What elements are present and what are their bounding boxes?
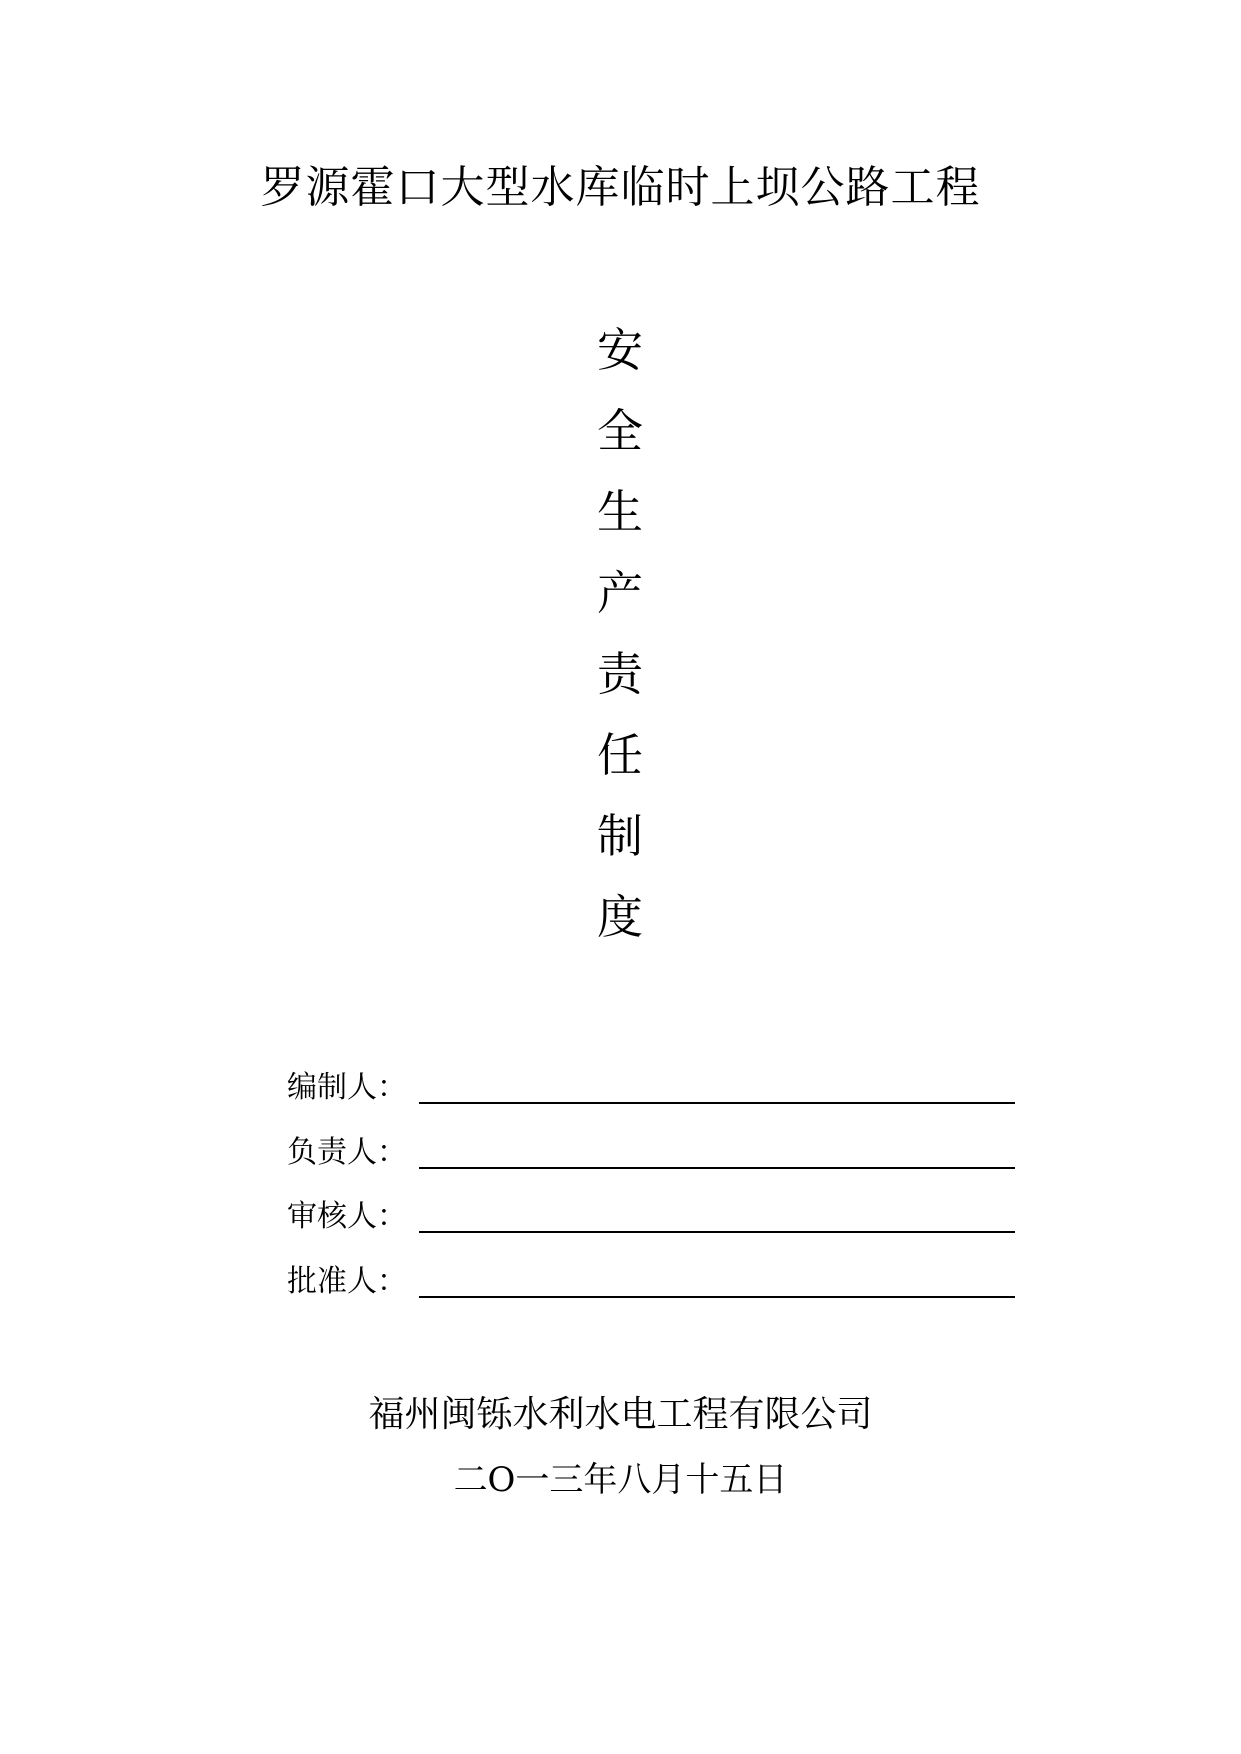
document-date: 二O一三年八月十五日 [453, 1460, 788, 1500]
signature-line [419, 1102, 1015, 1104]
project-title: 罗源霍口大型水库临时上坝公路工程 [260, 162, 981, 213]
signature-line [419, 1296, 1015, 1298]
signature-row-reviewer [287, 1197, 1027, 1262]
signature-row-responsible [287, 1133, 1027, 1198]
document-title-char: 制 [597, 809, 643, 863]
signature-row-approver [287, 1262, 1027, 1327]
signature-line [419, 1231, 1015, 1233]
document-title-vertical [570, 322, 670, 970]
company-name: 福州闽铄水利水电工程有限公司 [368, 1394, 873, 1435]
signature-label: 批准人： [287, 1263, 407, 1299]
signature-block [287, 1068, 1027, 1326]
document-title-char: 责 [597, 647, 643, 701]
signature-label: 负责人： [287, 1134, 407, 1170]
document-title-char: 度 [597, 890, 643, 944]
document-title-char: 生 [597, 485, 643, 539]
document-title-char: 任 [597, 728, 643, 782]
signature-label: 审核人： [287, 1199, 407, 1234]
document-title-char: 安 [597, 323, 643, 377]
document-title-char: 全 [597, 404, 643, 458]
signature-line [419, 1167, 1015, 1169]
signature-label: 编制人： [287, 1070, 407, 1105]
signature-row-compiler [287, 1068, 1027, 1133]
document-title-char: 产 [597, 566, 643, 620]
